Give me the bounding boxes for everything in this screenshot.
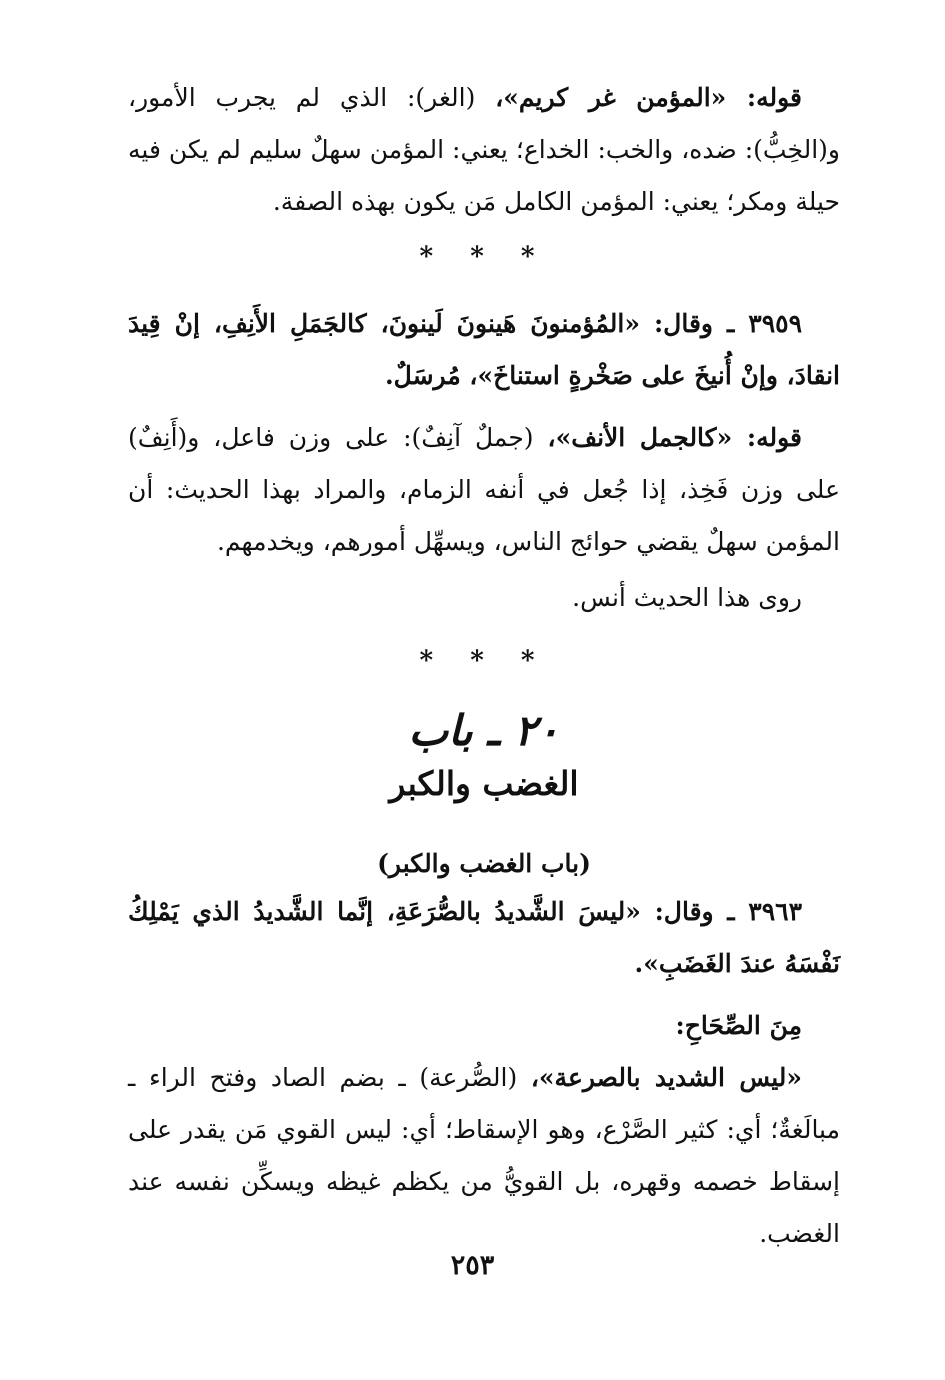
chapter-number: ٢٠ ـ باب [408, 706, 560, 755]
sub-heading: (باب الغضب والكبر) [377, 849, 591, 878]
section-separator-1: * * * [419, 242, 549, 272]
commentary-paragraph-2 [128, 412, 840, 568]
commentary-text-2: (جملٌ آنِفٌ): على وزن فاعل، و(أَنِفٌ) على وزن فَخِذ، إذا جُعل في أنفه الزمام، والمراد بهذا الحديث: أن المؤمن سهلٌ يقضي حوائج الناس، ويسهِّل أمورهم، ويخدمهم. [128, 423, 840, 556]
commentary-lead-3: «ليس الشديد بالصرعة»، [530, 1063, 802, 1092]
section-separator-2: * * * [419, 646, 549, 676]
commentary-lead-2: قوله: «كالجمل الأنف»، [547, 423, 802, 452]
hadith-3959: ٣٩٥٩ ـ وقال: «المُؤمنونَ هَينونَ لَينونَ، كالجَمَلِ الأَنِفِ، إنْ قِيدَ انقادَ، وإنْ أُنيخَ على صَخْرةٍ استناخَ»، مُرسَلٌ. [128, 309, 840, 390]
narrator-note: روى هذا الحديث أنس. [572, 583, 802, 612]
commentary-paragraph-1 [128, 72, 840, 228]
chapter-title: الغضب والكبر [389, 764, 579, 803]
commentary-lead-1: قوله: «المؤمن غر كريم»، [495, 83, 803, 112]
source-label: مِنَ الصِّحَاحِ: [675, 1011, 802, 1040]
hadith-3963: ٣٩٦٣ ـ وقال: «ليسَ الشَّديدُ بالصُّرَعَةِ، إنَّما الشَّديدُ الذي يَمْلِكُ نَفْسَهُ عندَ الغَضَبِ». [128, 897, 840, 978]
commentary-text-3: (الصُّرعة) ـ بضم الصاد وفتح الراء ـ مبالَغةٌ؛ أي: كثير الصَّرْع، وهو الإسقاط؛ أي: ليس القوي مَن يقدر على إسقاط خصمه وقهره، بل القويُّ من يكظم غيظه ويسكِّن نفسه عند الغضب. [128, 1063, 840, 1248]
page-number: ٢٥٣ [450, 1250, 495, 1281]
chapter-heading [128, 702, 840, 808]
commentary-paragraph-3 [128, 1052, 840, 1260]
commentary-text-1: (الغر): الذي لم يجرب الأمور، و(الخِبُّ): ضده، والخب: الخداع؛ يعني: المؤمن سهلٌ سليم لم يكن فيه حيلة ومكر؛ يعني: المؤمن الكامل مَن يكون بهذه الصفة. [128, 83, 840, 216]
